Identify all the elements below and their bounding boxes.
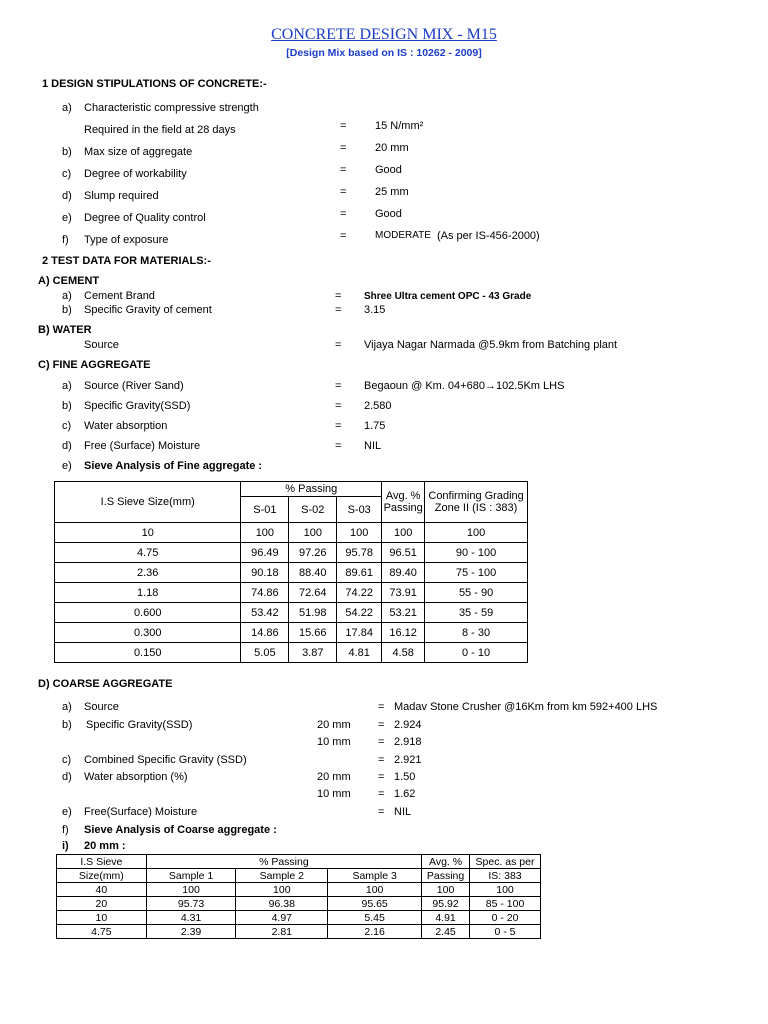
table-cell: 2.45 [422, 925, 470, 939]
stipulation-letter: f) [62, 234, 69, 246]
table-cell: 8 - 30 [425, 623, 528, 643]
coarse-sieve-letter: f) [62, 824, 69, 836]
table-cell: 72.64 [289, 583, 337, 603]
coarse-col-spec: Spec. as per [470, 855, 541, 869]
cement-brand-label: Cement Brand [84, 290, 155, 302]
table-cell: 96.51 [382, 543, 425, 563]
table-cell: 73.91 [382, 583, 425, 603]
cement-sg-letter: b) [62, 304, 72, 316]
table-cell: 90.18 [241, 563, 289, 583]
table-cell: 95.78 [337, 543, 382, 563]
table-cell: 85 - 100 [470, 897, 541, 911]
stipulation-letter: d) [62, 190, 72, 202]
coarse-table-row [57, 883, 541, 897]
stipulation-eq: = [340, 164, 347, 176]
fine-col-sample: S-02 [289, 497, 337, 523]
stipulation-letter: e) [62, 212, 72, 224]
coarse-letter: b) [62, 719, 72, 731]
water-source-eq: = [335, 339, 342, 351]
coarse-label: Free(Surface) Moisture [84, 806, 198, 818]
cement-heading: A) CEMENT [38, 275, 100, 287]
table-cell: 3.87 [289, 643, 337, 663]
table-cell: 89.61 [337, 563, 382, 583]
coarse-eq: = [378, 701, 385, 713]
table-cell: 100 [146, 883, 236, 897]
stipulation-value: MODERATE [375, 230, 431, 241]
stipulation-eq: = [340, 186, 347, 198]
fine-col-sample: S-03 [337, 497, 382, 523]
fine-letter: a) [62, 380, 72, 392]
fine-letter: b) [62, 400, 72, 412]
fine-table-row [55, 583, 528, 603]
stipulation-label: Max size of aggregate [84, 146, 193, 158]
stipulation-label: Slump required [84, 190, 159, 202]
fine-eq: = [335, 440, 342, 452]
coarse-letter: d) [62, 771, 72, 783]
table-cell: 17.84 [337, 623, 382, 643]
fine-eq: = [335, 400, 342, 412]
stipulation-value-note: (As per IS-456-2000) [437, 230, 540, 242]
table-cell: 100 [241, 523, 289, 543]
table-cell: 4.75 [57, 925, 147, 939]
water-heading: B) WATER [38, 324, 92, 336]
stipulation-letter: b) [62, 146, 72, 158]
table-cell: 40 [57, 883, 147, 897]
table-cell: 96.38 [236, 897, 328, 911]
coarse-col-size-2: Size(mm) [57, 869, 147, 883]
fine-table-row [55, 563, 528, 583]
fine-value: 2.580 [364, 400, 392, 412]
coarse-eq: = [378, 719, 385, 731]
table-cell: 100 [328, 883, 422, 897]
table-cell: 2.81 [236, 925, 328, 939]
fine-letter: c) [62, 420, 72, 432]
coarse-size: 10 mm [317, 736, 351, 748]
coarse-sieve-table [56, 854, 541, 939]
fine-table-row [55, 603, 528, 623]
coarse-col-size: I.S Sieve [57, 855, 147, 869]
coarse-table-row [57, 897, 541, 911]
table-cell: 4.31 [146, 911, 236, 925]
coarse-value: Madav Stone Crusher @16Km from km 592+400 LHS [394, 701, 658, 713]
stipulation-eq: = [340, 208, 347, 220]
stipulation-eq: = [340, 142, 347, 154]
cement-sg-label: Specific Gravity of cement [84, 304, 212, 316]
coarse-col-avg-2: Passing [422, 869, 470, 883]
coarse-label: Source [84, 701, 119, 713]
fine-table-row [55, 543, 528, 563]
table-cell: 2.16 [328, 925, 422, 939]
table-cell: 4.81 [337, 643, 382, 663]
fine-table-row [55, 643, 528, 663]
coarse-col-avg: Avg. % [422, 855, 470, 869]
coarse-label: Specific Gravity(SSD) [86, 719, 193, 731]
table-cell: 96.49 [241, 543, 289, 563]
coarse-value: 2.924 [394, 719, 422, 731]
page-title: CONCRETE DESIGN MIX - M15 [271, 26, 497, 43]
fine-value: Begaoun @ Km. 04+680→102.5Km LHS [364, 380, 565, 392]
table-cell: 5.45 [328, 911, 422, 925]
fine-col-avg: Avg. % Passing [382, 482, 425, 523]
coarse-eq: = [378, 806, 385, 818]
table-cell: 35 - 59 [425, 603, 528, 623]
table-cell: 88.40 [289, 563, 337, 583]
table-cell: 74.86 [241, 583, 289, 603]
water-source-value: Vijaya Nagar Narmada @5.9km from Batching plant [364, 339, 618, 351]
stipulation-value: Good [375, 208, 402, 220]
table-cell: 100 [289, 523, 337, 543]
stipulation-eq: = [340, 120, 347, 132]
table-cell: 100 [470, 883, 541, 897]
coarse-col-sample: Sample 1 [146, 869, 236, 883]
table-cell: 100 [422, 883, 470, 897]
coarse-eq: = [378, 771, 385, 783]
table-cell: 97.26 [289, 543, 337, 563]
table-cell: 55 - 90 [425, 583, 528, 603]
fine-value: 1.75 [364, 420, 386, 432]
coarse-value: NIL [394, 806, 412, 818]
coarse-value: 1.62 [394, 788, 416, 800]
coarse-table-row [57, 925, 541, 939]
coarse-aggregate-heading: D) COARSE AGGREGATE [38, 678, 173, 690]
table-cell: 74.22 [337, 583, 382, 603]
table-cell: 4.97 [236, 911, 328, 925]
stipulation-value: 15 N/mm² [375, 120, 424, 132]
table-cell: 2.36 [55, 563, 241, 583]
stipulation-letter: a) [62, 102, 72, 114]
table-cell: 16.12 [382, 623, 425, 643]
table-cell: 89.40 [382, 563, 425, 583]
table-cell: 0.300 [55, 623, 241, 643]
table-cell: 0.150 [55, 643, 241, 663]
table-cell: 75 - 100 [425, 563, 528, 583]
fine-aggregate-heading: C) FINE AGGREGATE [38, 359, 151, 371]
coarse-label: Water absorption (%) [84, 771, 188, 783]
coarse-size: 10 mm [317, 788, 351, 800]
coarse-value: 1.50 [394, 771, 416, 783]
fine-label: Source (River Sand) [84, 380, 184, 392]
coarse-value: 2.918 [394, 736, 422, 748]
table-cell: 51.98 [289, 603, 337, 623]
fine-sieve-title: Sieve Analysis of Fine aggregate : [84, 460, 263, 472]
coarse-sub-letter: i) [62, 840, 69, 852]
fine-col-sample: S-01 [241, 497, 289, 523]
table-cell: 54.22 [337, 603, 382, 623]
table-cell: 100 [236, 883, 328, 897]
coarse-letter: c) [62, 754, 72, 766]
table-cell: 10 [55, 523, 241, 543]
fine-label: Water absorption [84, 420, 168, 432]
table-cell: 4.91 [422, 911, 470, 925]
cement-brand-value: Shree Ultra cement OPC - 43 Grade [364, 291, 532, 302]
stipulation-label: Characteristic compressive strength [84, 102, 259, 114]
table-cell: 53.42 [241, 603, 289, 623]
table-cell: 53.21 [382, 603, 425, 623]
table-cell: 5.05 [241, 643, 289, 663]
coarse-table-row [57, 911, 541, 925]
stipulation-label: Degree of workability [84, 168, 187, 180]
coarse-sieve-title: Sieve Analysis of Coarse aggregate : [84, 824, 277, 836]
fine-eq: = [335, 380, 342, 392]
coarse-eq: = [378, 754, 385, 766]
coarse-size: 20 mm [317, 771, 351, 783]
fine-table-row [55, 523, 528, 543]
coarse-col-sample: Sample 3 [328, 869, 422, 883]
coarse-eq: = [378, 736, 385, 748]
stipulation-value: Good [375, 164, 402, 176]
table-cell: 100 [425, 523, 528, 543]
fine-col-size: I.S Sieve Size(mm) [55, 482, 241, 523]
coarse-sub-title: 20 mm : [84, 840, 126, 852]
coarse-col-sample: Sample 2 [236, 869, 328, 883]
coarse-col-spec-2: IS: 383 [470, 869, 541, 883]
water-source-label: Source [84, 339, 119, 351]
stipulation-value: 25 mm [375, 186, 409, 198]
coarse-letter: e) [62, 806, 72, 818]
fine-col-grading: Confirming Grading Zone II (IS : 383) [425, 482, 528, 523]
cement-brand-letter: a) [62, 290, 72, 302]
table-cell: 4.58 [382, 643, 425, 663]
stipulation-eq: = [340, 230, 347, 242]
fine-value: NIL [364, 440, 382, 452]
table-cell: 90 - 100 [425, 543, 528, 563]
table-cell: 0 - 20 [470, 911, 541, 925]
coarse-size: 20 mm [317, 719, 351, 731]
fine-sieve-letter: e) [62, 460, 72, 472]
fine-letter: d) [62, 440, 72, 452]
table-cell: 95.65 [328, 897, 422, 911]
fine-label: Specific Gravity(SSD) [84, 400, 191, 412]
table-cell: 15.66 [289, 623, 337, 643]
cement-sg-eq: = [335, 304, 342, 316]
coarse-col-passing: % Passing [146, 855, 421, 869]
stipulation-label: Required in the field at 28 days [84, 124, 236, 136]
cement-brand-eq: = [335, 290, 342, 302]
fine-table-row [55, 623, 528, 643]
coarse-letter: a) [62, 701, 72, 713]
table-cell: 1.18 [55, 583, 241, 603]
stipulation-letter: c) [62, 168, 72, 180]
table-cell: 20 [57, 897, 147, 911]
section-2-heading: 2 TEST DATA FOR MATERIALS:- [42, 255, 211, 267]
table-cell: 4.75 [55, 543, 241, 563]
table-cell: 0 - 5 [470, 925, 541, 939]
coarse-label: Combined Specific Gravity (SSD) [84, 754, 247, 766]
fine-eq: = [335, 420, 342, 432]
stipulation-label: Degree of Quality control [84, 212, 206, 224]
stipulation-label: Type of exposure [84, 234, 169, 246]
coarse-eq: = [378, 788, 385, 800]
stipulation-value: 20 mm [375, 142, 409, 154]
table-cell: 100 [382, 523, 425, 543]
fine-col-passing: % Passing [241, 482, 382, 497]
section-1-heading: 1 DESIGN STIPULATIONS OF CONCRETE:- [42, 78, 267, 90]
fine-sieve-table [54, 481, 528, 663]
table-cell: 0.600 [55, 603, 241, 623]
table-cell: 95.92 [422, 897, 470, 911]
page-subtitle: [Design Mix based on IS : 10262 - 2009] [286, 47, 482, 59]
table-cell: 14.86 [241, 623, 289, 643]
table-cell: 10 [57, 911, 147, 925]
coarse-value: 2.921 [394, 754, 422, 766]
table-cell: 100 [337, 523, 382, 543]
fine-label: Free (Surface) Moisture [84, 440, 201, 452]
table-cell: 0 - 10 [425, 643, 528, 663]
cement-sg-value: 3.15 [364, 304, 386, 316]
table-cell: 95.73 [146, 897, 236, 911]
table-cell: 2.39 [146, 925, 236, 939]
